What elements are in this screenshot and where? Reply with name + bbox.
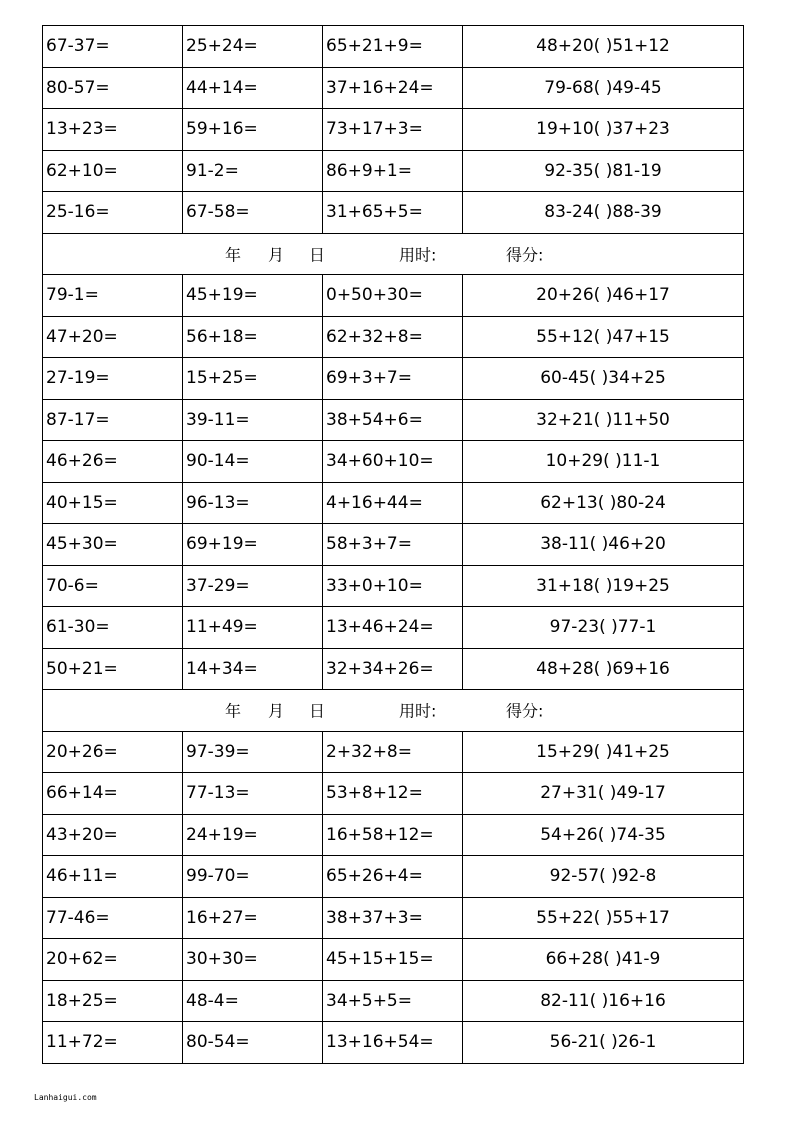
- problem-two-number-b: 91-2=: [183, 150, 323, 192]
- watermark: Lanhaigui.com: [34, 1093, 97, 1102]
- problem-two-number-b: 80-54=: [183, 1022, 323, 1064]
- problem-two-number: 20+62=: [43, 939, 183, 981]
- worksheet: [42, 25, 743, 1064]
- problem-three-number: 45+15+15=: [323, 939, 463, 981]
- problem-row: [43, 482, 744, 524]
- problem-row: [43, 1022, 744, 1064]
- month-label: 月: [268, 701, 285, 721]
- comparison-problem: 54+26( )74-35: [463, 814, 744, 856]
- problem-two-number: 80-57=: [43, 67, 183, 109]
- problem-two-number: 50+21=: [43, 648, 183, 690]
- problem-two-number-b: 14+34=: [183, 648, 323, 690]
- date-header-cell: [43, 233, 744, 275]
- problem-three-number: 4+16+44=: [323, 482, 463, 524]
- time-used-label: 用时:: [399, 245, 437, 265]
- problem-row: [43, 316, 744, 358]
- problem-two-number: 45+30=: [43, 524, 183, 566]
- comparison-problem: 32+21( )11+50: [463, 399, 744, 441]
- problem-two-number-b: 45+19=: [183, 275, 323, 317]
- problem-two-number: 25-16=: [43, 192, 183, 234]
- problem-two-number-b: 77-13=: [183, 773, 323, 815]
- comparison-problem: 15+29( )41+25: [463, 731, 744, 773]
- problem-two-number: 43+20=: [43, 814, 183, 856]
- problem-three-number: 53+8+12=: [323, 773, 463, 815]
- problem-three-number: 32+34+26=: [323, 648, 463, 690]
- problem-two-number-b: 39-11=: [183, 399, 323, 441]
- problem-two-number: 70-6=: [43, 565, 183, 607]
- problem-table: [42, 25, 744, 1064]
- problem-two-number-b: 24+19=: [183, 814, 323, 856]
- problem-three-number: 0+50+30=: [323, 275, 463, 317]
- day-label: 日: [309, 701, 326, 721]
- comparison-problem: 48+20( )51+12: [463, 26, 744, 68]
- problem-two-number-b: 99-70=: [183, 856, 323, 898]
- problem-three-number: 33+0+10=: [323, 565, 463, 607]
- date-header-row: [43, 233, 744, 275]
- problem-two-number: 27-19=: [43, 358, 183, 400]
- problem-row: [43, 192, 744, 234]
- problem-row: [43, 358, 744, 400]
- problem-two-number-b: 56+18=: [183, 316, 323, 358]
- problem-row: [43, 275, 744, 317]
- problem-row: [43, 648, 744, 690]
- comparison-problem: 38-11( )46+20: [463, 524, 744, 566]
- problem-three-number: 38+54+6=: [323, 399, 463, 441]
- problem-row: [43, 856, 744, 898]
- comparison-problem: 56-21( )26-1: [463, 1022, 744, 1064]
- problem-two-number: 13+23=: [43, 109, 183, 151]
- comparison-problem: 27+31( )49-17: [463, 773, 744, 815]
- comparison-problem: 48+28( )69+16: [463, 648, 744, 690]
- problem-two-number-b: 30+30=: [183, 939, 323, 981]
- day-label: 日: [309, 245, 326, 265]
- problem-row: [43, 814, 744, 856]
- problem-row: [43, 980, 744, 1022]
- comparison-problem: 55+22( )55+17: [463, 897, 744, 939]
- comparison-problem: 66+28( )41-9: [463, 939, 744, 981]
- comparison-problem: 10+29( )11-1: [463, 441, 744, 483]
- problem-three-number: 13+46+24=: [323, 607, 463, 649]
- problem-row: [43, 524, 744, 566]
- problem-row: [43, 731, 744, 773]
- problem-row: [43, 67, 744, 109]
- problem-row: [43, 565, 744, 607]
- problem-row: [43, 607, 744, 649]
- year-label: 年: [225, 701, 242, 721]
- problem-row: [43, 399, 744, 441]
- problem-two-number-b: 15+25=: [183, 358, 323, 400]
- comparison-problem: 79-68( )49-45: [463, 67, 744, 109]
- problem-two-number: 47+20=: [43, 316, 183, 358]
- problem-row: [43, 773, 744, 815]
- problem-two-number: 46+26=: [43, 441, 183, 483]
- problem-three-number: 65+21+9=: [323, 26, 463, 68]
- problem-three-number: 58+3+7=: [323, 524, 463, 566]
- problem-three-number: 2+32+8=: [323, 731, 463, 773]
- problem-two-number: 62+10=: [43, 150, 183, 192]
- problem-three-number: 62+32+8=: [323, 316, 463, 358]
- problem-table-body: [43, 26, 744, 1064]
- problem-two-number: 67-37=: [43, 26, 183, 68]
- problem-two-number-b: 96-13=: [183, 482, 323, 524]
- problem-two-number-b: 59+16=: [183, 109, 323, 151]
- problem-three-number: 86+9+1=: [323, 150, 463, 192]
- problem-two-number: 77-46=: [43, 897, 183, 939]
- date-header-row: [43, 690, 744, 732]
- comparison-problem: 82-11( )16+16: [463, 980, 744, 1022]
- month-label: 月: [268, 245, 285, 265]
- problem-three-number: 73+17+3=: [323, 109, 463, 151]
- problem-two-number-b: 44+14=: [183, 67, 323, 109]
- comparison-problem: 20+26( )46+17: [463, 275, 744, 317]
- problem-row: [43, 441, 744, 483]
- date-header-cell: [43, 690, 744, 732]
- problem-two-number-b: 97-39=: [183, 731, 323, 773]
- problem-two-number: 20+26=: [43, 731, 183, 773]
- problem-two-number-b: 25+24=: [183, 26, 323, 68]
- score-label: 得分:: [506, 245, 544, 265]
- problem-three-number: 38+37+3=: [323, 897, 463, 939]
- problem-two-number-b: 90-14=: [183, 441, 323, 483]
- problem-two-number: 61-30=: [43, 607, 183, 649]
- problem-row: [43, 109, 744, 151]
- comparison-problem: 55+12( )47+15: [463, 316, 744, 358]
- year-label: 年: [225, 245, 242, 265]
- comparison-problem: 62+13( )80-24: [463, 482, 744, 524]
- comparison-problem: 60-45( )34+25: [463, 358, 744, 400]
- score-label: 得分:: [506, 701, 544, 721]
- problem-two-number: 18+25=: [43, 980, 183, 1022]
- comparison-problem: 31+18( )19+25: [463, 565, 744, 607]
- problem-row: [43, 150, 744, 192]
- problem-three-number: 37+16+24=: [323, 67, 463, 109]
- problem-three-number: 16+58+12=: [323, 814, 463, 856]
- problem-row: [43, 897, 744, 939]
- problem-two-number-b: 16+27=: [183, 897, 323, 939]
- problem-three-number: 69+3+7=: [323, 358, 463, 400]
- problem-three-number: 31+65+5=: [323, 192, 463, 234]
- problem-two-number-b: 11+49=: [183, 607, 323, 649]
- problem-two-number: 40+15=: [43, 482, 183, 524]
- problem-two-number: 46+11=: [43, 856, 183, 898]
- problem-two-number: 87-17=: [43, 399, 183, 441]
- problem-two-number: 79-1=: [43, 275, 183, 317]
- problem-two-number-b: 37-29=: [183, 565, 323, 607]
- problem-two-number-b: 69+19=: [183, 524, 323, 566]
- problem-row: [43, 939, 744, 981]
- time-used-label: 用时:: [399, 701, 437, 721]
- problem-three-number: 65+26+4=: [323, 856, 463, 898]
- comparison-problem: 97-23( )77-1: [463, 607, 744, 649]
- problem-row: [43, 26, 744, 68]
- comparison-problem: 92-35( )81-19: [463, 150, 744, 192]
- comparison-problem: 92-57( )92-8: [463, 856, 744, 898]
- problem-two-number-b: 48-4=: [183, 980, 323, 1022]
- problem-three-number: 13+16+54=: [323, 1022, 463, 1064]
- problem-three-number: 34+60+10=: [323, 441, 463, 483]
- problem-three-number: 34+5+5=: [323, 980, 463, 1022]
- problem-two-number: 66+14=: [43, 773, 183, 815]
- comparison-problem: 19+10( )37+23: [463, 109, 744, 151]
- problem-two-number-b: 67-58=: [183, 192, 323, 234]
- comparison-problem: 83-24( )88-39: [463, 192, 744, 234]
- problem-two-number: 11+72=: [43, 1022, 183, 1064]
